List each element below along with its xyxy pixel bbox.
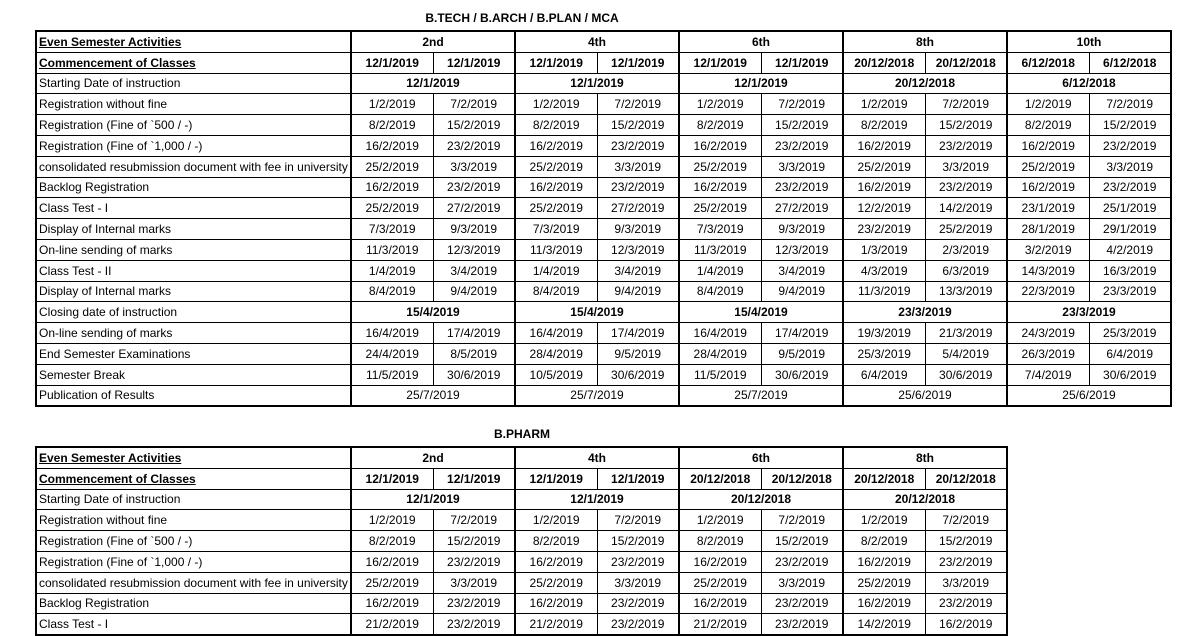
header-semester: 4th — [515, 447, 679, 468]
date-cell: 23/2/2019 — [1089, 177, 1171, 198]
date-cell: 25/2/2019 — [515, 156, 597, 177]
table-row — [36, 593, 1007, 614]
date-cell: 28/4/2019 — [515, 343, 597, 364]
date-cell: 16/2/2019 — [679, 135, 761, 156]
date-cell: 16/2/2019 — [515, 135, 597, 156]
date-cell: 8/4/2019 — [679, 281, 761, 302]
merged-date-cell: 12/1/2019 — [351, 73, 515, 94]
date-cell: 1/4/2019 — [679, 260, 761, 281]
row-label: Registration (Fine of `1,000 / -) — [36, 551, 351, 572]
date-cell: 25/2/2019 — [843, 572, 925, 593]
header-semester: 8th — [843, 447, 1007, 468]
date-cell: 25/2/2019 — [351, 572, 433, 593]
header-semester: 2nd — [351, 447, 515, 468]
table-row — [36, 614, 1007, 635]
date-cell: 6/4/2019 — [843, 364, 925, 385]
date-cell: 29/1/2019 — [1089, 219, 1171, 240]
date-cell: 16/2/2019 — [351, 177, 433, 198]
date-cell: 23/2/2019 — [597, 593, 679, 614]
date-cell: 3/4/2019 — [597, 260, 679, 281]
merged-date-cell: 12/1/2019 — [515, 73, 679, 94]
date-cell: 1/2/2019 — [1007, 94, 1089, 115]
date-cell: 11/3/2019 — [679, 239, 761, 260]
date-cell: 15/2/2019 — [433, 531, 515, 552]
row-label: Commencement of Classes — [36, 468, 351, 489]
row-label: Backlog Registration — [36, 593, 351, 614]
merged-date-cell: 23/3/2019 — [1007, 302, 1171, 323]
merged-date-cell: 25/6/2019 — [843, 385, 1007, 406]
date-cell: 23/3/2019 — [1089, 281, 1171, 302]
date-cell: 16/2/2019 — [515, 593, 597, 614]
row-label: consolidated resubmission document with fee in university — [36, 572, 351, 593]
date-cell: 1/2/2019 — [843, 510, 925, 531]
date-cell: 25/2/2019 — [1007, 156, 1089, 177]
date-cell: 1/2/2019 — [351, 94, 433, 115]
date-cell: 16/4/2019 — [351, 323, 433, 344]
date-cell: 9/3/2019 — [433, 219, 515, 240]
date-cell: 17/4/2019 — [433, 323, 515, 344]
row-label: Registration without fine — [36, 94, 351, 115]
date-cell: 16/2/2019 — [515, 177, 597, 198]
table-row — [36, 302, 1171, 323]
merged-date-cell: 12/1/2019 — [679, 73, 843, 94]
date-cell: 16/2/2019 — [843, 135, 925, 156]
merged-date-cell: 25/7/2019 — [679, 385, 843, 406]
row-label: consolidated resubmission document with fee in university — [36, 156, 351, 177]
merged-date-cell: 12/1/2019 — [351, 489, 515, 510]
date-cell: 16/2/2019 — [843, 551, 925, 572]
date-cell: 1/2/2019 — [515, 510, 597, 531]
date-cell: 11/3/2019 — [351, 239, 433, 260]
header-semester: 2nd — [351, 31, 515, 52]
header-row — [36, 447, 1007, 468]
date-cell: 12/2/2019 — [843, 198, 925, 219]
date-cell: 17/4/2019 — [597, 323, 679, 344]
date-cell: 23/2/2019 — [597, 614, 679, 635]
date-cell: 1/3/2019 — [843, 239, 925, 260]
date-cell: 9/3/2019 — [597, 219, 679, 240]
merged-date-cell: 6/12/2018 — [1007, 73, 1171, 94]
table-row — [36, 572, 1007, 593]
date-cell: 7/2/2019 — [433, 94, 515, 115]
date-cell: 23/2/2019 — [433, 177, 515, 198]
date-cell: 23/2/2019 — [761, 177, 843, 198]
date-cell: 20/12/2018 — [679, 468, 761, 489]
date-cell: 15/2/2019 — [597, 531, 679, 552]
date-cell: 30/6/2019 — [925, 364, 1007, 385]
date-cell: 23/2/2019 — [761, 593, 843, 614]
date-cell: 15/2/2019 — [597, 115, 679, 136]
row-label: Class Test - I — [36, 614, 351, 635]
date-cell: 3/3/2019 — [925, 572, 1007, 593]
date-cell: 25/2/2019 — [679, 198, 761, 219]
date-cell: 12/3/2019 — [433, 239, 515, 260]
date-cell: 3/3/2019 — [433, 572, 515, 593]
date-cell: 8/2/2019 — [843, 115, 925, 136]
date-cell: 7/2/2019 — [433, 510, 515, 531]
merged-date-cell: 20/12/2018 — [679, 489, 843, 510]
row-label: Class Test - II — [36, 260, 351, 281]
date-cell: 15/2/2019 — [433, 115, 515, 136]
date-cell: 7/2/2019 — [597, 510, 679, 531]
date-cell: 12/1/2019 — [679, 52, 761, 73]
date-cell: 2/3/2019 — [925, 239, 1007, 260]
row-label: Publication of Results — [36, 385, 351, 406]
row-label: Starting Date of instruction — [36, 73, 351, 94]
date-cell: 8/2/2019 — [679, 115, 761, 136]
row-label: Semester Break — [36, 364, 351, 385]
date-cell: 25/2/2019 — [679, 156, 761, 177]
date-cell: 7/3/2019 — [679, 219, 761, 240]
date-cell: 30/6/2019 — [1089, 364, 1171, 385]
table-row — [36, 385, 1171, 406]
date-cell: 23/2/2019 — [433, 135, 515, 156]
date-cell: 8/2/2019 — [351, 531, 433, 552]
header-semester: 4th — [515, 31, 679, 52]
date-cell: 11/3/2019 — [843, 281, 925, 302]
schedule-table-btech — [35, 30, 1172, 407]
row-label: Display of Internal marks — [36, 219, 351, 240]
date-cell: 13/3/2019 — [925, 281, 1007, 302]
date-cell: 3/3/2019 — [1089, 156, 1171, 177]
date-cell: 12/1/2019 — [433, 468, 515, 489]
date-cell: 6/3/2019 — [925, 260, 1007, 281]
table-row — [36, 219, 1171, 240]
date-cell: 30/6/2019 — [433, 364, 515, 385]
date-cell: 1/2/2019 — [515, 94, 597, 115]
date-cell: 23/2/2019 — [597, 177, 679, 198]
row-label: Closing date of instruction — [36, 302, 351, 323]
date-cell: 17/4/2019 — [761, 323, 843, 344]
date-cell: 24/4/2019 — [351, 343, 433, 364]
date-cell: 30/6/2019 — [597, 364, 679, 385]
date-cell: 14/2/2019 — [843, 614, 925, 635]
table-row — [36, 115, 1171, 136]
date-cell: 26/3/2019 — [1007, 343, 1089, 364]
date-cell: 15/2/2019 — [925, 531, 1007, 552]
table-row — [36, 551, 1007, 572]
merged-date-cell: 25/7/2019 — [515, 385, 679, 406]
date-cell: 8/4/2019 — [515, 281, 597, 302]
merged-date-cell: 15/4/2019 — [351, 302, 515, 323]
table-row — [36, 468, 1007, 489]
date-cell: 1/2/2019 — [843, 94, 925, 115]
date-cell: 23/2/2019 — [925, 551, 1007, 572]
schedule-table-bpharm — [35, 446, 1008, 636]
date-cell: 3/3/2019 — [597, 156, 679, 177]
date-cell: 19/3/2019 — [843, 323, 925, 344]
header-row — [36, 31, 1171, 52]
date-cell: 8/2/2019 — [843, 531, 925, 552]
table-row — [36, 343, 1171, 364]
row-label: Registration without fine — [36, 510, 351, 531]
merged-date-cell: 25/7/2019 — [351, 385, 515, 406]
table-row — [36, 73, 1171, 94]
row-label: Starting Date of instruction — [36, 489, 351, 510]
date-cell: 25/3/2019 — [1089, 323, 1171, 344]
date-cell: 1/2/2019 — [679, 94, 761, 115]
date-cell: 11/3/2019 — [515, 239, 597, 260]
row-label: Registration (Fine of `500 / -) — [36, 531, 351, 552]
date-cell: 1/2/2019 — [679, 510, 761, 531]
date-cell: 3/2/2019 — [1007, 239, 1089, 260]
date-cell: 16/2/2019 — [843, 593, 925, 614]
date-cell: 9/3/2019 — [761, 219, 843, 240]
date-cell: 16/2/2019 — [1007, 177, 1089, 198]
date-cell: 25/2/2019 — [351, 156, 433, 177]
date-cell: 23/2/2019 — [925, 135, 1007, 156]
date-cell: 5/4/2019 — [925, 343, 1007, 364]
date-cell: 15/2/2019 — [761, 115, 843, 136]
date-cell: 7/3/2019 — [515, 219, 597, 240]
header-activities: Even Semester Activities — [36, 31, 351, 52]
date-cell: 9/5/2019 — [597, 343, 679, 364]
table-row — [36, 323, 1171, 344]
row-label: Class Test - I — [36, 198, 351, 219]
date-cell: 21/2/2019 — [351, 614, 433, 635]
date-cell: 16/4/2019 — [679, 323, 761, 344]
date-cell: 16/2/2019 — [925, 614, 1007, 635]
date-cell: 23/2/2019 — [433, 551, 515, 572]
date-cell: 4/3/2019 — [843, 260, 925, 281]
table-row — [36, 260, 1171, 281]
table-row — [36, 281, 1171, 302]
date-cell: 21/2/2019 — [679, 614, 761, 635]
date-cell: 3/3/2019 — [433, 156, 515, 177]
date-cell: 21/2/2019 — [515, 614, 597, 635]
date-cell: 11/5/2019 — [351, 364, 433, 385]
date-cell: 25/2/2019 — [515, 198, 597, 219]
row-label: Commencement of Classes — [36, 52, 351, 73]
date-cell: 7/2/2019 — [597, 94, 679, 115]
date-cell: 25/2/2019 — [925, 219, 1007, 240]
date-cell: 23/2/2019 — [761, 614, 843, 635]
merged-date-cell: 20/12/2018 — [843, 73, 1007, 94]
date-cell: 3/4/2019 — [761, 260, 843, 281]
date-cell: 27/2/2019 — [761, 198, 843, 219]
date-cell: 28/1/2019 — [1007, 219, 1089, 240]
date-cell: 23/2/2019 — [433, 614, 515, 635]
date-cell: 20/12/2018 — [843, 468, 925, 489]
date-cell: 16/2/2019 — [351, 593, 433, 614]
date-cell: 8/2/2019 — [1007, 115, 1089, 136]
date-cell: 12/1/2019 — [761, 52, 843, 73]
date-cell: 23/2/2019 — [925, 593, 1007, 614]
date-cell: 22/3/2019 — [1007, 281, 1089, 302]
date-cell: 12/3/2019 — [761, 239, 843, 260]
date-cell: 12/1/2019 — [433, 52, 515, 73]
table2-caption: B.PHARM — [494, 427, 550, 441]
table-row — [36, 177, 1171, 198]
date-cell: 20/12/2018 — [925, 468, 1007, 489]
merged-date-cell: 15/4/2019 — [679, 302, 843, 323]
date-cell: 21/3/2019 — [925, 323, 1007, 344]
row-label: Registration (Fine of `1,000 / -) — [36, 135, 351, 156]
header-activities: Even Semester Activities — [36, 447, 351, 468]
date-cell: 12/1/2019 — [597, 468, 679, 489]
date-cell: 12/3/2019 — [597, 239, 679, 260]
date-cell: 23/1/2019 — [1007, 198, 1089, 219]
date-cell: 9/4/2019 — [597, 281, 679, 302]
row-label: Registration (Fine of `500 / -) — [36, 115, 351, 136]
date-cell: 23/2/2019 — [1089, 135, 1171, 156]
date-cell: 16/2/2019 — [843, 177, 925, 198]
date-cell: 25/2/2019 — [351, 198, 433, 219]
row-label: Backlog Registration — [36, 177, 351, 198]
date-cell: 9/4/2019 — [761, 281, 843, 302]
table-row — [36, 531, 1007, 552]
date-cell: 7/2/2019 — [925, 94, 1007, 115]
date-cell: 15/2/2019 — [925, 115, 1007, 136]
date-cell: 23/2/2019 — [761, 135, 843, 156]
date-cell: 9/4/2019 — [433, 281, 515, 302]
row-label: End Semester Examinations — [36, 343, 351, 364]
table-row — [36, 156, 1171, 177]
date-cell: 27/2/2019 — [433, 198, 515, 219]
date-cell: 3/3/2019 — [925, 156, 1007, 177]
table-row — [36, 94, 1171, 115]
date-cell: 10/5/2019 — [515, 364, 597, 385]
merged-date-cell: 25/6/2019 — [1007, 385, 1171, 406]
header-semester: 6th — [679, 31, 843, 52]
date-cell: 16/2/2019 — [679, 593, 761, 614]
table-row — [36, 52, 1171, 73]
row-label: On-line sending of marks — [36, 239, 351, 260]
date-cell: 27/2/2019 — [597, 198, 679, 219]
date-cell: 3/3/2019 — [761, 156, 843, 177]
date-cell: 8/4/2019 — [351, 281, 433, 302]
date-cell: 16/2/2019 — [351, 135, 433, 156]
date-cell: 28/4/2019 — [679, 343, 761, 364]
merged-date-cell: 12/1/2019 — [515, 489, 679, 510]
date-cell: 8/5/2019 — [433, 343, 515, 364]
table1-caption: B.TECH / B.ARCH / B.PLAN / MCA — [425, 11, 619, 25]
merged-date-cell: 23/3/2019 — [843, 302, 1007, 323]
date-cell: 6/4/2019 — [1089, 343, 1171, 364]
date-cell: 25/2/2019 — [679, 572, 761, 593]
date-cell: 7/3/2019 — [351, 219, 433, 240]
date-cell: 20/12/2018 — [761, 468, 843, 489]
table-row — [36, 198, 1171, 219]
date-cell: 8/2/2019 — [515, 115, 597, 136]
date-cell: 4/2/2019 — [1089, 239, 1171, 260]
date-cell: 16/2/2019 — [351, 551, 433, 572]
date-cell: 20/12/2018 — [843, 52, 925, 73]
date-cell: 6/12/2018 — [1007, 52, 1089, 73]
date-cell: 16/2/2019 — [515, 551, 597, 572]
date-cell: 23/2/2019 — [843, 219, 925, 240]
table-row — [36, 489, 1007, 510]
merged-date-cell: 15/4/2019 — [515, 302, 679, 323]
header-semester: 10th — [1007, 31, 1171, 52]
row-label: Display of Internal marks — [36, 281, 351, 302]
date-cell: 8/2/2019 — [515, 531, 597, 552]
date-cell: 3/4/2019 — [433, 260, 515, 281]
date-cell: 23/2/2019 — [597, 551, 679, 572]
date-cell: 15/2/2019 — [761, 531, 843, 552]
date-cell: 12/1/2019 — [597, 52, 679, 73]
date-cell: 16/3/2019 — [1089, 260, 1171, 281]
date-cell: 1/4/2019 — [351, 260, 433, 281]
date-cell: 25/1/2019 — [1089, 198, 1171, 219]
date-cell: 24/3/2019 — [1007, 323, 1089, 344]
date-cell: 7/2/2019 — [761, 94, 843, 115]
date-cell: 12/1/2019 — [351, 468, 433, 489]
table-row — [36, 239, 1171, 260]
date-cell: 16/2/2019 — [679, 551, 761, 572]
date-cell: 23/2/2019 — [597, 135, 679, 156]
date-cell: 23/2/2019 — [761, 551, 843, 572]
date-cell: 8/2/2019 — [351, 115, 433, 136]
date-cell: 7/4/2019 — [1007, 364, 1089, 385]
date-cell: 9/5/2019 — [761, 343, 843, 364]
table-row — [36, 364, 1171, 385]
date-cell: 1/2/2019 — [351, 510, 433, 531]
date-cell: 6/12/2018 — [1089, 52, 1171, 73]
date-cell: 7/2/2019 — [761, 510, 843, 531]
date-cell: 25/2/2019 — [515, 572, 597, 593]
date-cell: 15/2/2019 — [1089, 115, 1171, 136]
table-row — [36, 135, 1171, 156]
date-cell: 16/2/2019 — [1007, 135, 1089, 156]
date-cell: 14/3/2019 — [1007, 260, 1089, 281]
date-cell: 7/2/2019 — [925, 510, 1007, 531]
date-cell: 12/1/2019 — [515, 52, 597, 73]
date-cell: 14/2/2019 — [925, 198, 1007, 219]
date-cell: 16/4/2019 — [515, 323, 597, 344]
header-semester: 8th — [843, 31, 1007, 52]
date-cell: 11/5/2019 — [679, 364, 761, 385]
date-cell: 8/2/2019 — [679, 531, 761, 552]
date-cell: 25/3/2019 — [843, 343, 925, 364]
date-cell: 1/4/2019 — [515, 260, 597, 281]
date-cell: 23/2/2019 — [433, 593, 515, 614]
date-cell: 20/12/2018 — [925, 52, 1007, 73]
date-cell: 16/2/2019 — [679, 177, 761, 198]
date-cell: 7/2/2019 — [1089, 94, 1171, 115]
date-cell: 30/6/2019 — [761, 364, 843, 385]
date-cell: 25/2/2019 — [843, 156, 925, 177]
date-cell: 12/1/2019 — [515, 468, 597, 489]
date-cell: 23/2/2019 — [925, 177, 1007, 198]
header-semester: 6th — [679, 447, 843, 468]
date-cell: 3/3/2019 — [761, 572, 843, 593]
date-cell: 3/3/2019 — [597, 572, 679, 593]
date-cell: 12/1/2019 — [351, 52, 433, 73]
merged-date-cell: 20/12/2018 — [843, 489, 1007, 510]
table-row — [36, 510, 1007, 531]
row-label: On-line sending of marks — [36, 323, 351, 344]
